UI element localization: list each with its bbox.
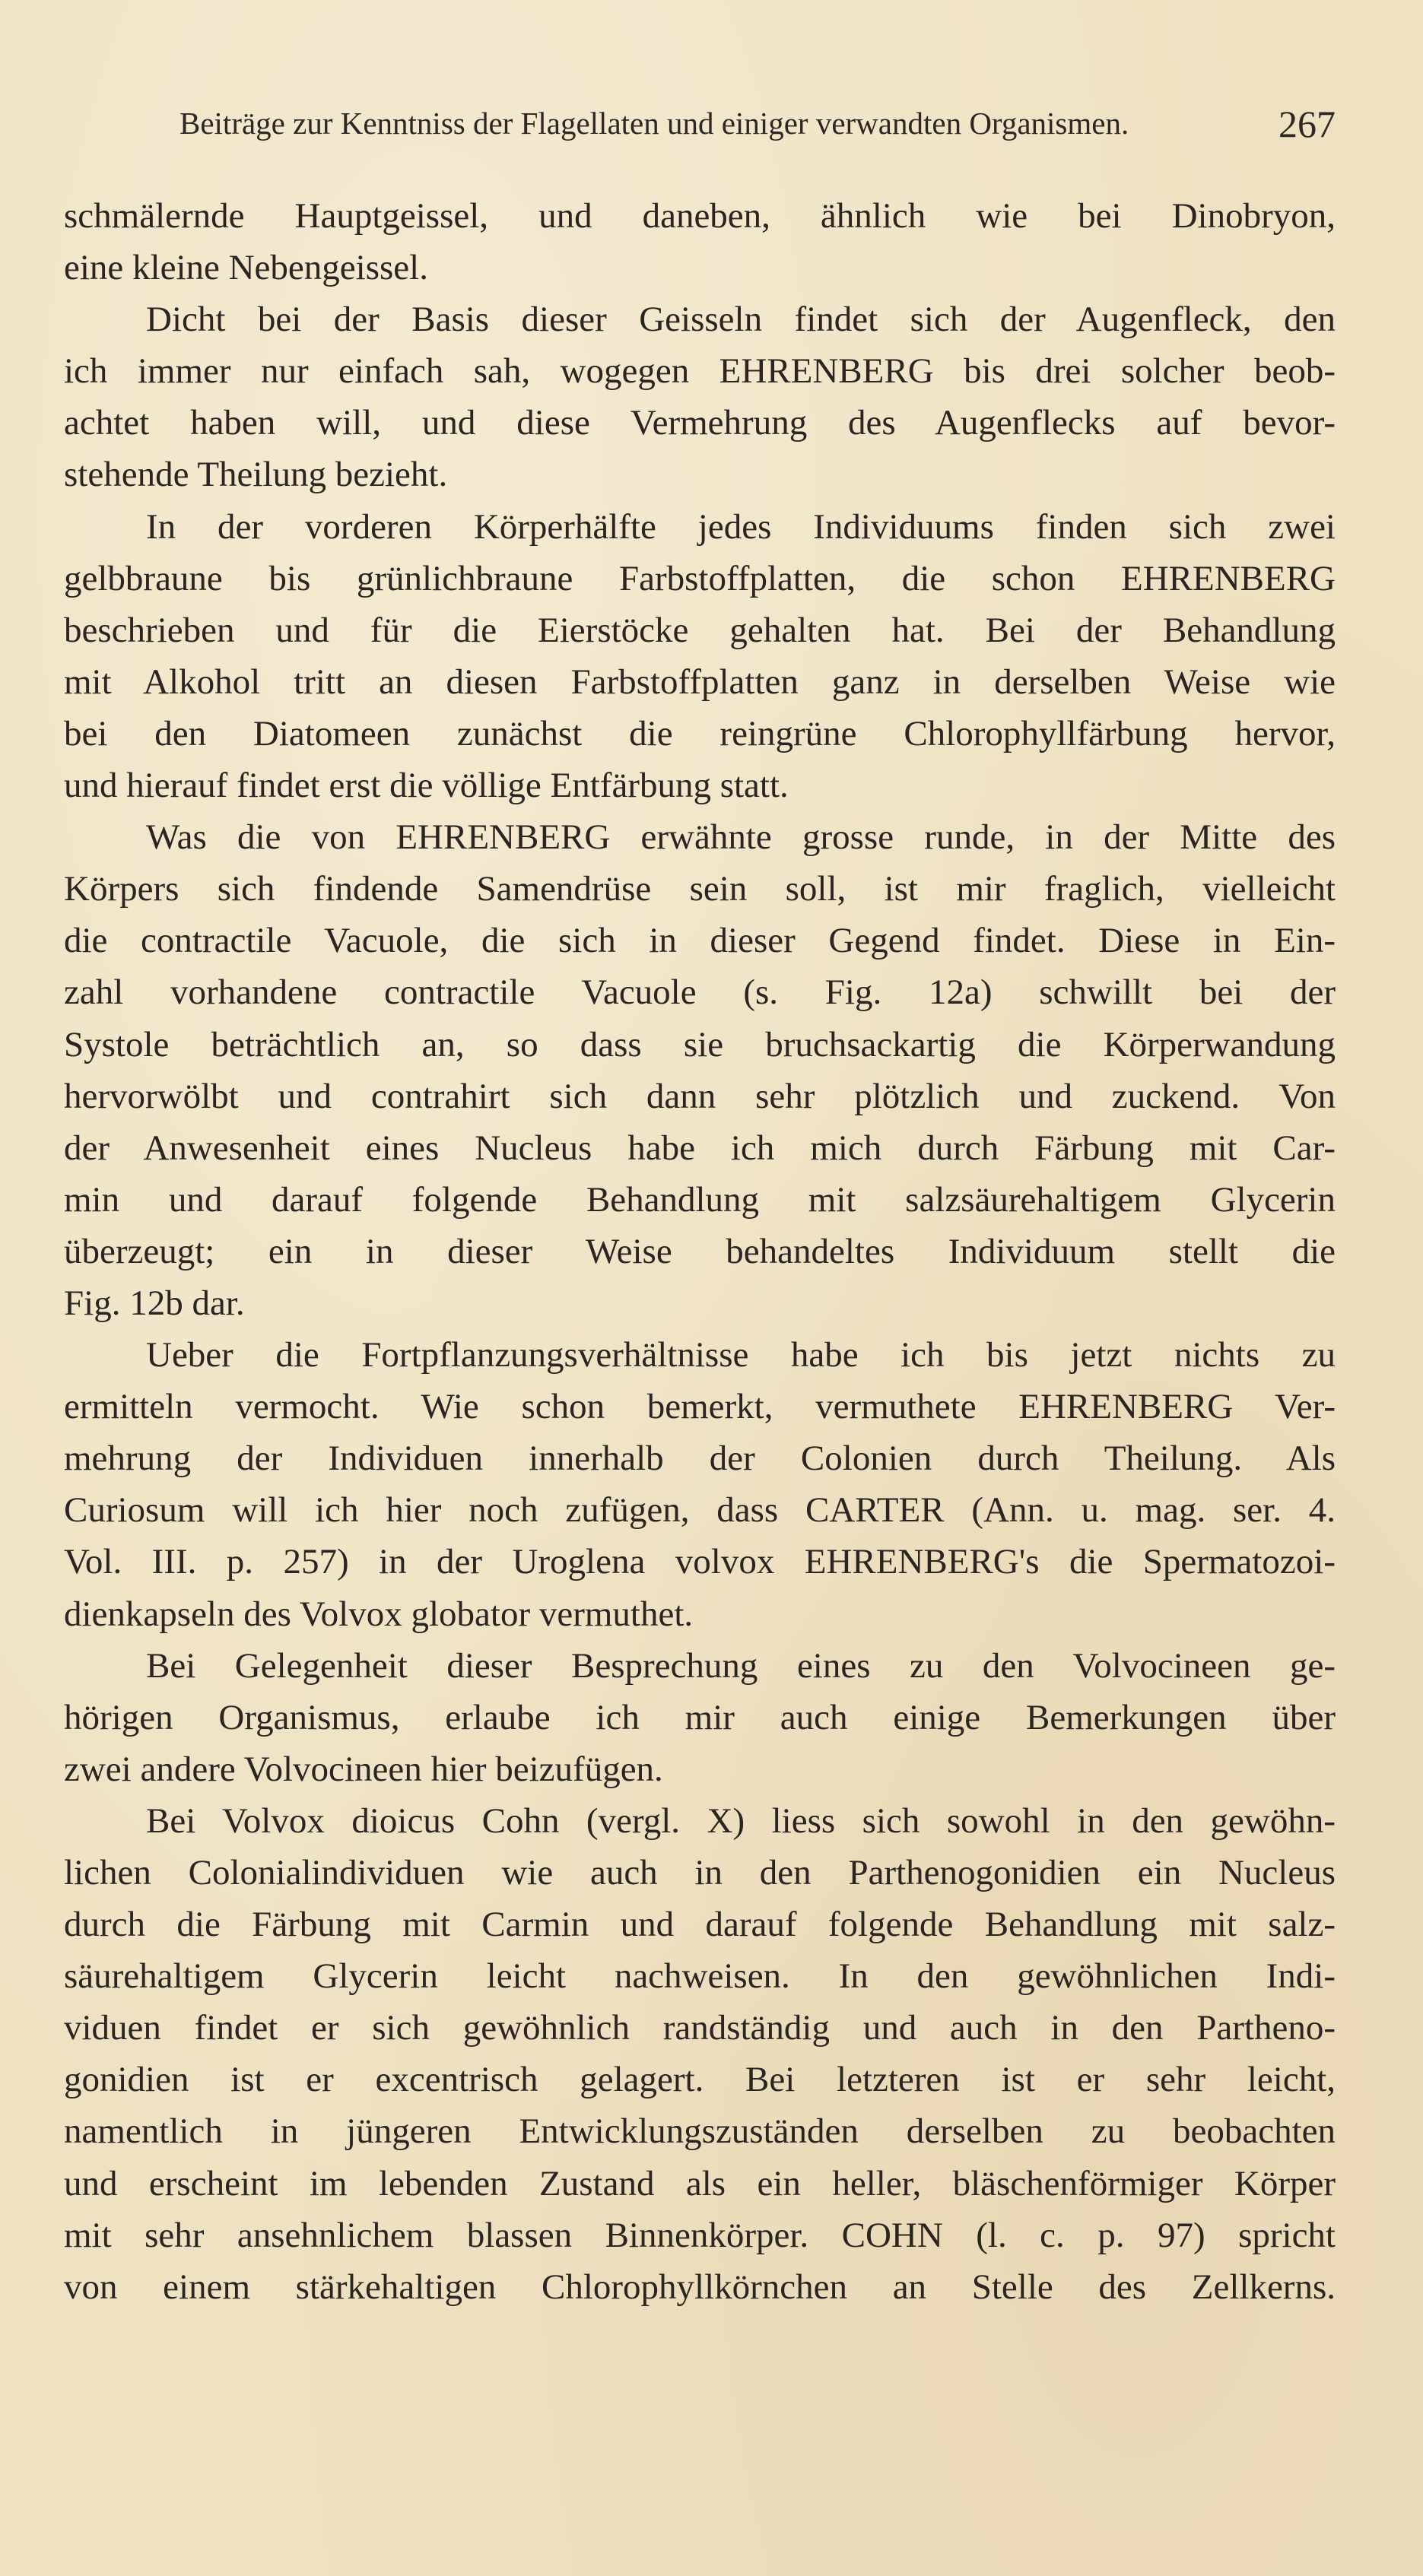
text-line: Bei Volvox dioicus Cohn (vergl. X) liess sich sowohl in den gewöhn- bbox=[146, 1800, 1336, 1841]
text-line: beschrieben und für die Eierstöcke gehalten hat. Bei der Behandlung bbox=[64, 610, 1336, 650]
text-line: eine kleine Nebengeissel. bbox=[64, 248, 428, 288]
text-line: gonidien ist er excentrisch gelagert. Bei letzteren ist er sehr leicht, bbox=[64, 2060, 1336, 2100]
text-line: durch die Färbung mit Carmin und darauf folgende Behandlung mit salz- bbox=[64, 1905, 1336, 1945]
text-line: hörigen Organismus, erlaube ich mir auch einige Bemerkungen über bbox=[64, 1697, 1336, 1737]
text-line: stehende Theilung bezieht. bbox=[64, 455, 448, 495]
running-title: Beiträge zur Kenntniss der Flagellaten und einiger verwandten Organismen. bbox=[179, 106, 1129, 141]
text-line: Was die von EHRENBERG erwähnte grosse runde, in der Mitte des bbox=[146, 817, 1336, 858]
text-line: Körpers sich findende Samendrüse sein soll, ist mir fraglich, vielleicht bbox=[64, 869, 1336, 909]
text-line: Fig. 12b dar. bbox=[64, 1283, 245, 1323]
text-line: hervorwölbt und contrahirt sich dann sehr plötzlich und zuckend. Von bbox=[64, 1076, 1336, 1116]
text-line: Curiosum will ich hier noch zufügen, dass CARTER (Ann. u. mag. ser. 4. bbox=[64, 1490, 1336, 1531]
text-line: zwei andere Volvocineen hier beizufügen. bbox=[64, 1749, 663, 1789]
text-line: Systole beträchtlich an, so dass sie bruchsackartig die Körperwandung bbox=[64, 1024, 1336, 1064]
text-line: min und darauf folgende Behandlung mit salzsäurehaltigem Glycerin bbox=[64, 1179, 1336, 1220]
text-line: Vol. III. p. 257) in der Uroglena volvox EHRENBERG's die Spermatozoi- bbox=[64, 1542, 1336, 1582]
page-number: 267 bbox=[1278, 103, 1336, 145]
text-line: dienkapseln des Volvox globator vermuthet. bbox=[64, 1594, 694, 1634]
text-line: mit sehr ansehnlichem blassen Binnenkörper. COHN (l. c. p. 97) spricht bbox=[64, 2215, 1336, 2255]
text-line: lichen Colonialindividuen wie auch in den Parthenogonidien ein Nucleus bbox=[64, 1853, 1336, 1892]
text-line: gelbbraune bis grünlichbraune Farbstoffplatten, die schon EHRENBERG bbox=[64, 558, 1336, 598]
text-line: und erscheint im lebenden Zustand als ein heller, bläschenförmiger Körper bbox=[64, 2163, 1336, 2203]
text-line: mehrung der Individuen innerhalb der Colonien durch Theilung. Als bbox=[64, 1439, 1336, 1479]
text-line: viduen findet er sich gewöhnlich randständig und auch in den Partheno- bbox=[64, 2008, 1336, 2048]
text-line: von einem stärkehaltigen Chlorophyllkörnchen an Stelle des Zellkerns. bbox=[64, 2267, 1336, 2307]
running-head bbox=[179, 105, 1336, 166]
text-line: ermitteln vermocht. Wie schon bemerkt, vermuthete EHRENBERG Ver- bbox=[64, 1387, 1336, 1427]
text-line: bei den Diatomeen zunächst die reingrüne Chlorophyllfärbung hervor, bbox=[64, 713, 1336, 753]
text-line: und hierauf findet erst die völlige Entfärbung statt. bbox=[64, 766, 789, 806]
text-line: namentlich in jüngeren Entwicklungszuständen derselben zu beobachten bbox=[64, 2111, 1336, 2152]
text-line: ich immer nur einfach sah, wogegen EHRENBERG bis drei solcher beob- bbox=[64, 351, 1336, 392]
text-line: schmälernde Hauptgeissel, und daneben, ähnlich wie bei Dinobryon, bbox=[64, 196, 1336, 236]
text-line: überzeugt; ein in dieser Weise behandeltes Individuum stellt die bbox=[64, 1231, 1336, 1271]
text-line: der Anwesenheit eines Nucleus habe ich mich durch Färbung mit Car- bbox=[64, 1128, 1336, 1168]
text-line: In der vorderen Körperhälfte jedes Individuums finden sich zwei bbox=[146, 506, 1336, 547]
text-line: mit Alkohol tritt an diesen Farbstoffplatten ganz in derselben Weise wie bbox=[64, 661, 1336, 702]
text-line: Ueber die Fortpflanzungsverhältnisse habe ich bis jetzt nichts zu bbox=[146, 1335, 1336, 1375]
text-line: Bei Gelegenheit dieser Besprechung eines zu den Volvocineen ge- bbox=[146, 1645, 1336, 1686]
text-line: achtet haben will, und diese Vermehrung des Augenflecks auf bevor- bbox=[64, 403, 1336, 443]
text-line: zahl vorhandene contractile Vacuole (s. Fig. 12a) schwillt bei der bbox=[64, 972, 1336, 1013]
text-line: säurehaltigem Glycerin leicht nachweisen. In den gewöhnlichen Indi- bbox=[64, 1956, 1336, 1997]
body-text bbox=[64, 190, 1336, 2313]
text-line: Dicht bei der Basis dieser Geisseln findet sich der Augenfleck, den bbox=[146, 300, 1336, 340]
text-line: die contractile Vacuole, die sich in dieser Gegend findet. Diese in Ein- bbox=[64, 921, 1336, 961]
